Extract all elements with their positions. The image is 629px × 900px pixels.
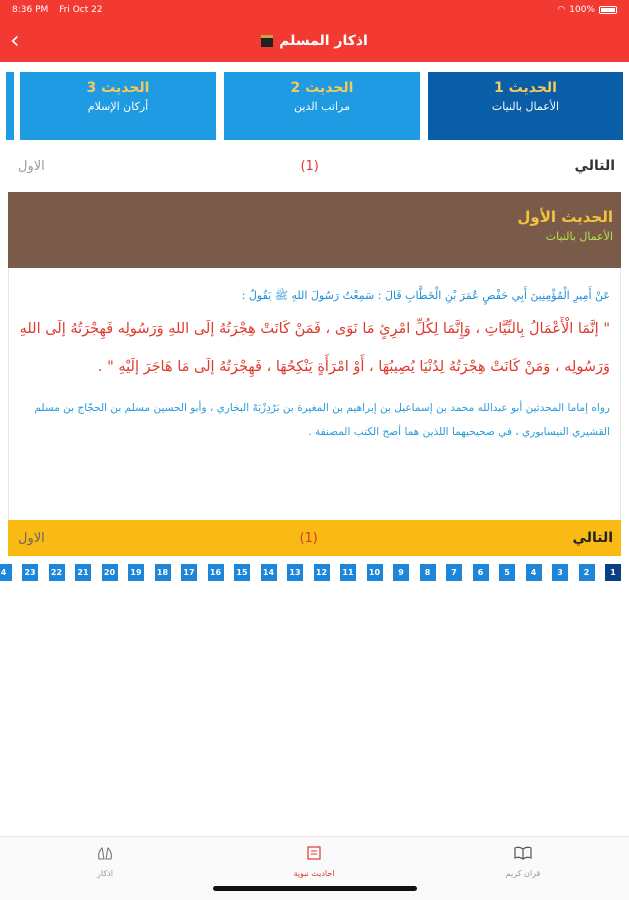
tab-hadith-2[interactable] [224,72,420,140]
hadith-narrator: عَنْ أَمِيرِ الْمُؤْمِنِينَ أَبِي حَفْصٍ عُمَرَ بْنِ الْخَطَّابِ قَالَ : سَمِعْتُ رَسُولَ اللهِ ﷺ يَقُولُ : [241,289,610,302]
page-title [261,33,368,49]
page-button[interactable]: 17 [181,564,197,581]
tab-hadith[interactable] [264,845,364,878]
kaaba-icon [261,35,273,47]
hadith-header [8,192,621,268]
tab-label: قران كريم [505,869,541,878]
tab-subtitle: الأعمال بالنيات [491,100,560,113]
status-time: 8:36 PM [12,5,49,15]
tab-quran[interactable] [473,845,573,878]
page-button[interactable]: 20 [102,564,118,581]
page-button[interactable]: 7 [446,564,462,581]
tab-subtitle: أركان الإسلام [87,100,149,113]
status-bar [0,0,629,20]
tab-title: الحديث 1 [494,80,557,96]
hadith-subtitle: الأعمال بالنيات [545,230,613,243]
hadith-text: " إنَّمَا الْأَعْمَالُ بِالنِّيَّاتِ ، وَإِنَّمَا لِكُلِّ امْرِئٍ مَا نَوَى ، فَمَنْ كَانَتْ هِجْرَتُهُ إلَى اللهِ وَرَسُولِه فَهِجْرَتُهُ إلَى اللهِ وَرَسُولِه ، وَمَنْ كَانَتْ هِجْرَتُهُ لِدُنْيَا يُصِيبُهَا ، أَوْ امْرَأَةٍ يَنْكِحُهَا ، فَهِجْرَتُهُ إلَى مَا هَاجَرَ إلَيْهِ " . [19,321,610,375]
tab-hadith-1[interactable] [428,72,623,140]
tab-label: احاديث نبوية [293,869,335,878]
page-button[interactable]: 6 [473,564,489,581]
chevron-left-icon[interactable]: ‹ [10,26,20,54]
navigation-bar [0,20,629,62]
page-button[interactable]: 10 [367,564,383,581]
scroll-icon [304,845,324,861]
hadith-counter: (1) [299,530,318,546]
hadith-source: رواه إماما المحدثين أبو عبدالله محمد بن إسماعيل بن إبراهيم بن المغيرة بن بَرْدِزْبَهْ البخاري ، وأبو الحسين مسلم بن الحجّاج بن مسلم القشيري النيسابوري ، في صحيحيهما اللذين هما أصح الكتب المصنفة . [34,402,610,438]
hadith-counter: (1) [300,158,319,174]
tab-partial[interactable] [6,72,14,140]
page-button[interactable]: 13 [287,564,303,581]
page-button[interactable]: 8 [420,564,436,581]
hadith-body [8,268,621,520]
page-button[interactable]: 3 [552,564,568,581]
hadith-tabs [0,72,629,142]
tab-label: اذكار [97,869,113,878]
first-button[interactable]: الاول [18,158,45,174]
tab-title: الحديث 3 [86,80,150,96]
page-button[interactable]: 11 [340,564,356,581]
home-indicator [213,886,417,891]
first-button[interactable]: الاول [18,530,45,546]
hadith-navigation-top [8,148,621,184]
page-button[interactable]: 18 [155,564,171,581]
tab-hadith-3[interactable] [20,72,216,140]
next-button[interactable]: التالي [572,530,613,546]
page-button[interactable]: 12 [314,564,330,581]
page-button[interactable]: 2 [579,564,595,581]
page-button[interactable]: 15 [234,564,250,581]
page-button[interactable]: 14 [261,564,277,581]
page-title-text: اذكار المسلم [279,33,368,49]
wifi-icon: ◠ [557,5,566,15]
status-time-date [12,5,111,15]
page-button[interactable]: 23 [22,564,38,581]
page-button[interactable]: 5 [499,564,515,581]
open-book-icon [513,845,533,861]
page-button[interactable]: 16 [208,564,224,581]
hands-icon [95,845,115,861]
status-right [557,5,617,15]
page-button[interactable]: 21 [75,564,91,581]
battery-percent: 100% [569,5,595,15]
hadith-title: الحديث الأول [517,208,613,226]
tab-subtitle: مراتب الدين [294,100,350,113]
page-selector [0,564,629,582]
page-button[interactable]: 9 [393,564,409,581]
tab-adhkar[interactable] [55,845,155,878]
page-button[interactable]: 4 [0,564,12,581]
status-date: Fri Oct 22 [59,5,103,15]
page-button[interactable]: 1 [605,564,621,581]
battery-icon [599,6,617,14]
page-button[interactable]: 19 [128,564,144,581]
tab-title: الحديث 2 [290,80,354,96]
next-button[interactable]: التالي [574,158,615,174]
page-button[interactable]: 4 [526,564,542,581]
hadith-navigation-bottom [8,520,621,556]
page-button[interactable]: 22 [49,564,65,581]
